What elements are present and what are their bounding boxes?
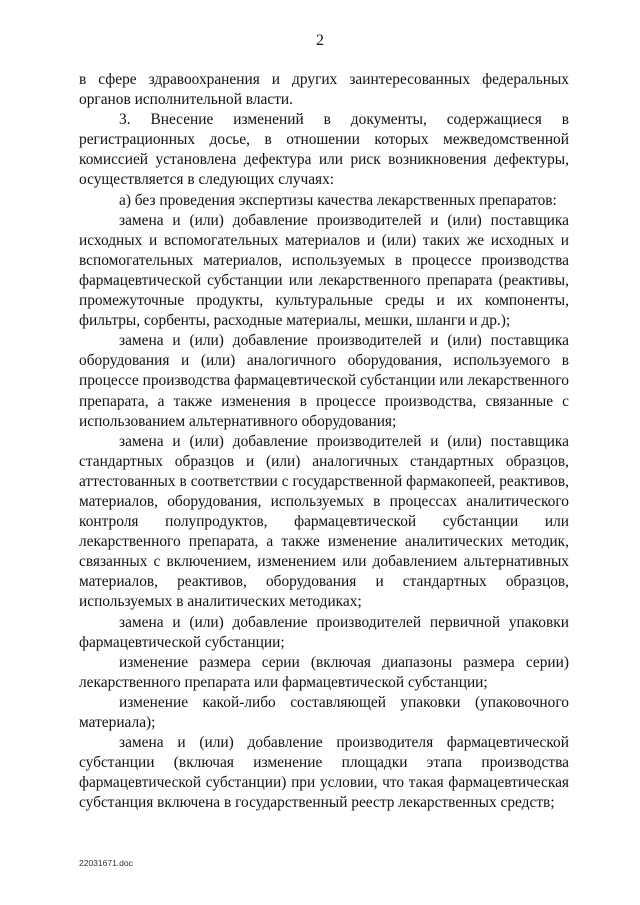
paragraph-clause: замена и (или) добавление производителей и (или) поставщика оборудования и (или) аналогичного оборудования, используемого в процессе производства фармацевтической субстанции или лекарственного препарата, а также изменения в процессе производства, связанные с использованием альтернативного оборудования; bbox=[79, 332, 569, 430]
paragraph-subitem-a: а) без проведения экспертизы качества лекарственных препаратов: bbox=[119, 191, 557, 209]
page-number: 2 bbox=[316, 32, 324, 49]
paragraph-clause: замена и (или) добавление производителей и (или) поставщика исходных и вспомогательных материалов и (или) таких же исходных и вспомогательных материалов, используемых в процессе производства фармацевтической субстанции или лекарственного препарата (реактивы, промежуточные продукты, культуральные среды и их компоненты, фильтры, сорбенты, расходные материалы, мешки, шланги и др.); bbox=[79, 211, 569, 330]
footer-filename: 22031671.doc bbox=[79, 858, 133, 868]
body-text bbox=[79, 70, 569, 813]
paragraph-clause: изменение какой-либо составляющей упаковки (упаковочного материала); bbox=[79, 693, 569, 731]
paragraph-clause: замена и (или) добавление производителей и (или) поставщика стандартных образцов и (или) аналогичных стандартных образцов, аттестованных в соответствии с государственной фармакопеей, реактивов, материалов, оборудования, используемых в процессах аналитического контроля полупродуктов, фармацевтической субстанции или лекарственного препарата, а также изменение аналитических методик, связанных с включением, изменением или добавлением альтернативных материалов, реактивов, оборудования и стандартных образцов, используемых в аналитических методиках; bbox=[79, 432, 569, 611]
paragraph-item-3: 3. Внесение изменений в документы, содержащиеся в регистрационных досье, в отношении которых межведомственной комиссией установлена дефектура или риск возникновения дефектуры, осуществляется в следующих случаях: bbox=[79, 111, 569, 189]
paragraph-continuation: в сфере здравоохранения и других заинтересованных федеральных органов исполнительной власти. bbox=[79, 71, 569, 109]
paragraph-clause: замена и (или) добавление производителей первичной упаковки фармацевтической субстанции; bbox=[79, 613, 569, 651]
paragraph-clause: замена и (или) добавление производителя фармацевтической субстанции (включая изменение площадки этапа производства фармацевтической субстанции) при условии, что такая фармацевтическая субстанция включена в государственный реестр лекарственных средств; bbox=[79, 734, 569, 812]
paragraph-clause: изменение размера серии (включая диапазоны размера серии) лекарственного препарата или фармацевтической субстанции; bbox=[79, 653, 569, 691]
